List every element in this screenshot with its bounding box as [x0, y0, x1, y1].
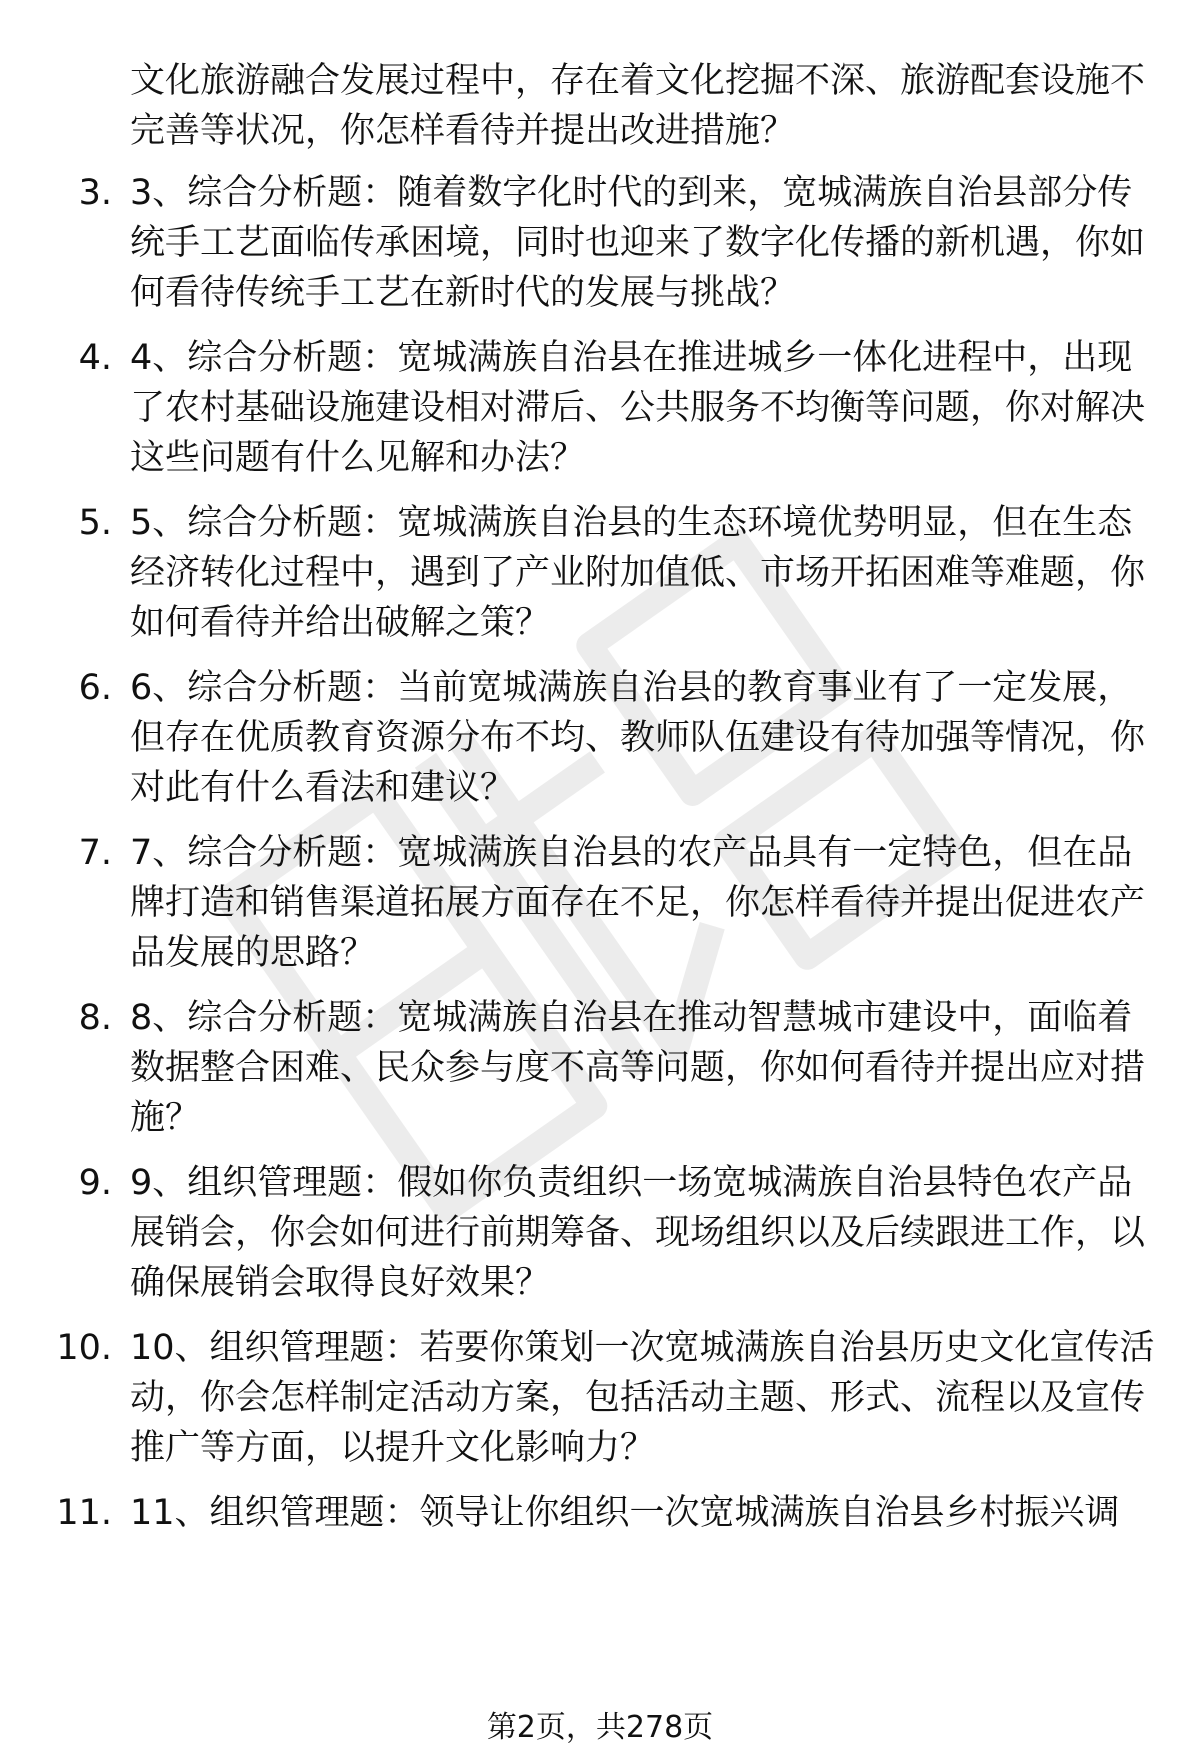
list-item-number: 3. [78, 173, 112, 213]
list-item-text: 9、组织管理题：假如你负责组织一场宽城满族自治县特色农产品展销会，你会如何进行前期筹备、现场组织以及后续跟进工作，以确保展销会取得良好效果？ [130, 1163, 1146, 1303]
list-item-text: 5、综合分析题：宽城满族自治县的生态环境优势明显，但在生态经济转化过程中，遇到了产业附加值低、市场开拓困难等难题，你如何看待并给出破解之策？ [130, 503, 1146, 643]
list-item-text: 8、综合分析题：宽城满族自治县在推动智慧城市建设中，面临着数据整合困难、民众参与度不高等问题，你如何看待并提出应对措施？ [130, 998, 1146, 1138]
list-item-number: 5. [78, 503, 112, 543]
list-item-text: 7、综合分析题：宽城满族自治县的农产品具有一定特色，但在品牌打造和销售渠道拓展方面存在不足，你怎样看待并提出促进农产品发展的思路？ [130, 833, 1146, 973]
list-item-text: 10、组织管理题：若要你策划一次宽城满族自治县历史文化宣传活动，你会怎样制定活动方案，包括活动主题、形式、流程以及宣传推广等方面，以提升文化影响力？ [130, 1328, 1155, 1468]
continuation-text: 文化旅游融合发展过程中，存在着文化挖掘不深、旅游配套设施不完善等状况，你怎样看待并提出改进措施？ [130, 61, 1146, 151]
list-item-text: 11、组织管理题：领导让你组织一次宽城满族自治县乡村振兴调 [130, 1493, 1120, 1533]
list-item-number: 6. [78, 668, 112, 708]
list-item-number: 11. [56, 1493, 112, 1533]
list-item-number: 9. [78, 1163, 112, 1203]
list-item-number: 7. [78, 833, 112, 873]
list-item-text: 3、综合分析题：随着数字化时代的到来，宽城满族自治县部分传统手工艺面临传承困境，同时也迎来了数字化传播的新机遇，你如何看待传统手工艺在新时代的发展与挑战？ [130, 173, 1146, 313]
list-item-text: 4、综合分析题：宽城满族自治县在推进城乡一体化进程中，出现了农村基础设施建设相对滞后、公共服务不均衡等问题，你对解决这些问题有什么见解和办法？ [130, 338, 1146, 478]
list-item-number: 10. [56, 1328, 112, 1368]
list-item-number: 8. [78, 998, 112, 1038]
list-item-text: 6、综合分析题：当前宽城满族自治县的教育事业有了一定发展，但存在优质教育资源分布不均、教师队伍建设有待加强等情况，你对此有什么看法和建议？ [130, 668, 1146, 808]
page-footer: 第2页，共278页 [486, 1710, 714, 1745]
list-item-number: 4. [78, 338, 112, 378]
